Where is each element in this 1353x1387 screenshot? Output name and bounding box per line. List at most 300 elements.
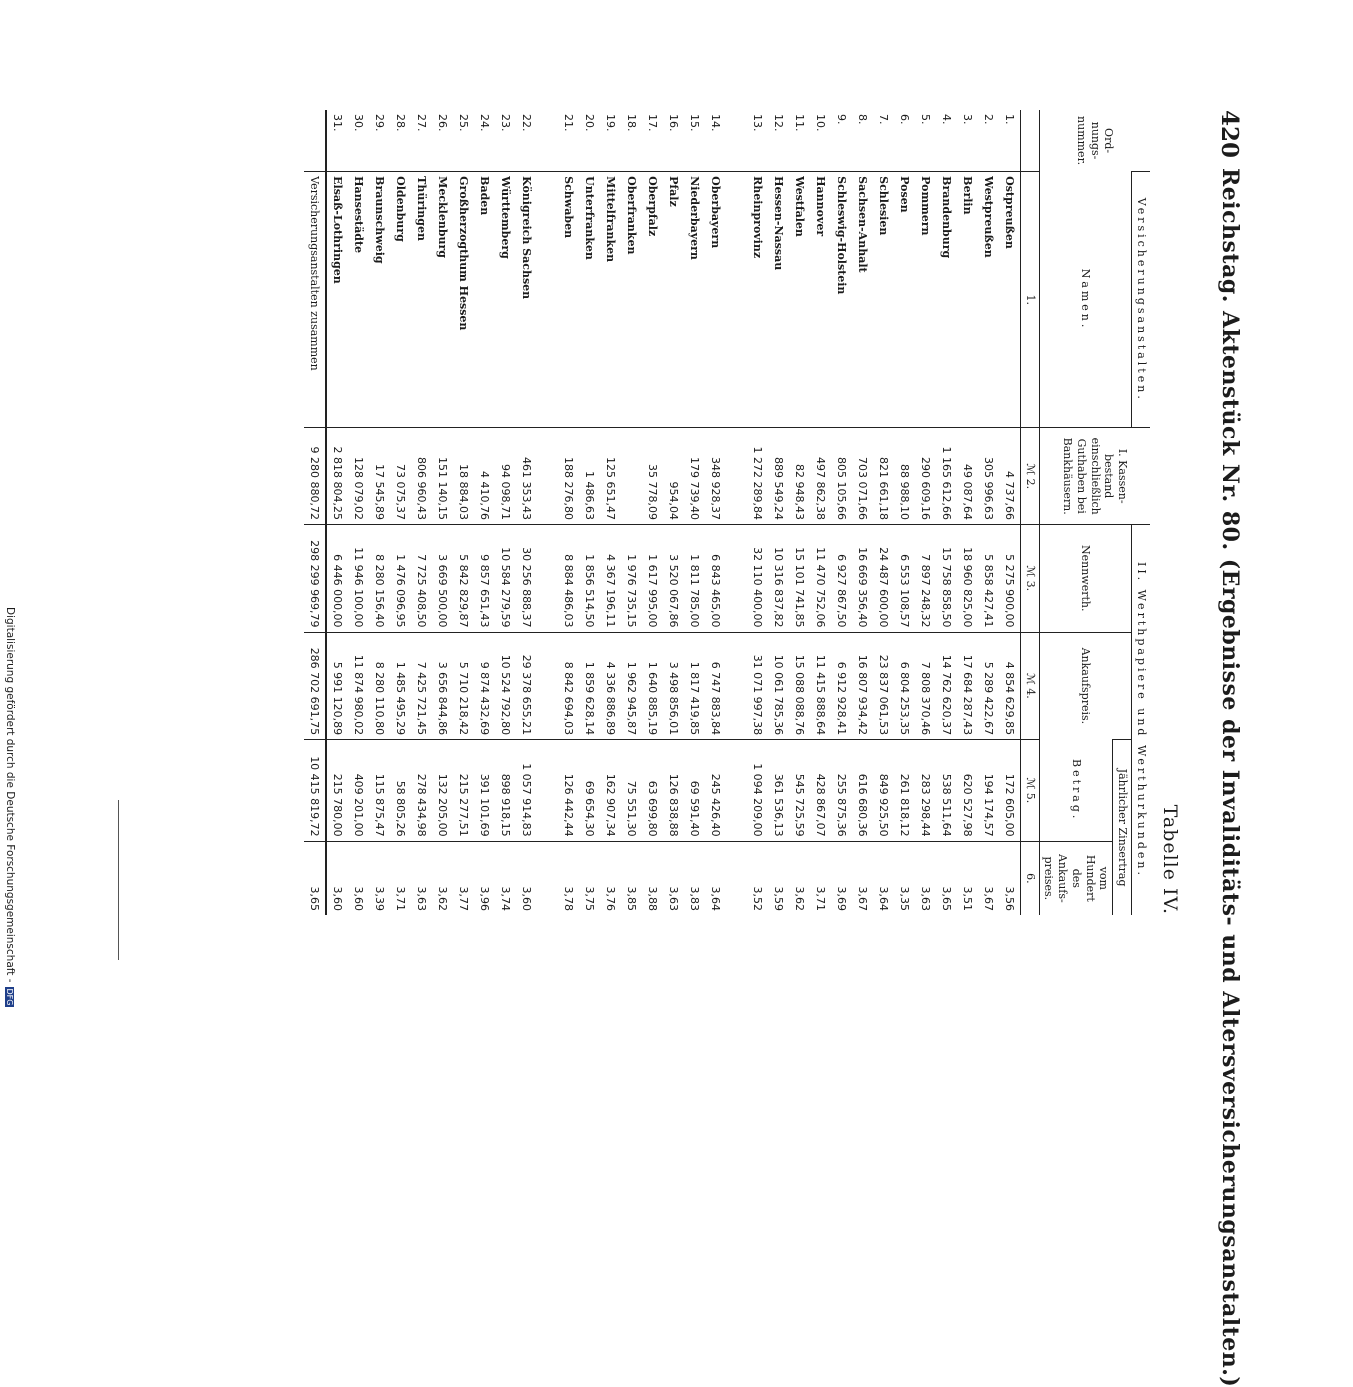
row-betrag: 69 591,40	[684, 740, 705, 842]
row-name: Posen	[894, 172, 915, 428]
header-kassenbestand: I. Kassen-bestand einschließlich Guthaben bei Bankhäusern.	[1039, 428, 1150, 525]
row-betrag: 115 875,47	[369, 740, 390, 842]
row-name: Hannover	[810, 172, 831, 428]
table-row	[810, 110, 831, 915]
header-versicherungsanstalten: Versicherungsanstalten.	[1132, 172, 1150, 428]
table-row	[831, 110, 852, 915]
table-row	[600, 110, 621, 915]
row-name: Baden	[474, 172, 495, 428]
row-pct: 3,71	[390, 841, 411, 915]
dfg-logo: DFG	[5, 988, 14, 1006]
row-betrag: 283 298,44	[915, 740, 936, 842]
gap-cell	[537, 740, 558, 842]
row-pct: 3,76	[600, 841, 621, 915]
row-kasse: 954,04	[663, 428, 684, 525]
table-row	[348, 110, 369, 915]
row-number: 15.	[688, 114, 701, 132]
unit-mark: ℳ	[1023, 463, 1037, 476]
row-pct: 3,60	[326, 841, 348, 915]
row-nenn: 18 960 825,00	[957, 524, 978, 632]
table-row	[390, 110, 411, 915]
row-ankauf: 5 710 218,42	[453, 632, 474, 740]
row-name: Oberfranken	[621, 172, 642, 428]
row-betrag: 1 057 914,83	[516, 740, 537, 842]
table-row	[642, 110, 663, 915]
row-ankauf: 5 289 422,67	[978, 632, 999, 740]
row-nenn: 15 101 741,85	[789, 524, 810, 632]
table-row	[978, 110, 999, 915]
gap-cell	[726, 740, 747, 842]
row-ankauf: 16 807 934,42	[852, 632, 873, 740]
row-betrag: 545 725,59	[789, 740, 810, 842]
row-nenn: 16 669 356,40	[852, 524, 873, 632]
row-kasse: 4 410,76	[474, 428, 495, 525]
row-number: 26.	[436, 114, 449, 132]
table-row	[873, 110, 894, 915]
row-nenn: 10 316 837,82	[768, 524, 789, 632]
row-pct: 3,78	[558, 841, 579, 915]
row-name: Hessen-Nassau	[768, 172, 789, 428]
row-pct: 3,74	[495, 841, 516, 915]
row-kasse: 125 651,47	[600, 428, 621, 525]
row-betrag: 215 780,00	[326, 740, 348, 842]
row-pct: 3,56	[999, 841, 1021, 915]
colnum-6: 6.	[1021, 841, 1040, 915]
row-ankauf: 6 804 253,35	[894, 632, 915, 740]
gap-cell	[537, 428, 558, 525]
row-pct: 3,67	[978, 841, 999, 915]
header-namen: Namen.	[1039, 172, 1132, 428]
row-pct: 3,83	[684, 841, 705, 915]
row-pct: 3,59	[768, 841, 789, 915]
row-name: Westpreußen	[978, 172, 999, 428]
colnum-4-label: 4.	[1023, 688, 1037, 699]
row-kasse: 821 661,18	[873, 428, 894, 525]
row-kasse: 290 609,16	[915, 428, 936, 525]
row-kasse: 88 988,10	[894, 428, 915, 525]
table-row	[957, 110, 978, 915]
row-number: 6.	[898, 114, 911, 125]
colnum-2	[1021, 428, 1040, 525]
row-nenn: 1 976 735,15	[621, 524, 642, 632]
row-kasse: 2 818 804,25	[326, 428, 348, 525]
row-number: 22.	[520, 114, 533, 132]
row-betrag: 162 907,34	[600, 740, 621, 842]
row-name: Schwaben	[558, 172, 579, 428]
table-label: Tabelle IV.	[1159, 804, 1181, 915]
header-ordnungsnummer: Ord-nungs-nummer.	[1039, 110, 1150, 172]
row-pct: 3,63	[915, 841, 936, 915]
row-number: 4.	[940, 114, 953, 125]
colnum-1: 1.	[1021, 172, 1040, 428]
colnum-5	[1021, 740, 1040, 842]
colnum-4	[1021, 632, 1040, 740]
total-kasse: 9 280 880,72	[304, 428, 326, 525]
total-ord	[304, 110, 326, 172]
row-kasse: 461 353,43	[516, 428, 537, 525]
row-number: 30.	[352, 114, 365, 132]
row-kasse: 889 549,24	[768, 428, 789, 525]
row-nenn: 32 110 400,00	[747, 524, 768, 632]
gap-cell	[537, 172, 558, 428]
row-name: Schlesien	[873, 172, 894, 428]
row-pct: 3,35	[894, 841, 915, 915]
row-number: 2.	[982, 114, 995, 125]
row-ankauf: 3 498 856,01	[663, 632, 684, 740]
row-number: 1.	[1003, 114, 1016, 125]
row-betrag: 428 867,07	[810, 740, 831, 842]
row-betrag: 538 511,64	[936, 740, 957, 842]
row-nenn: 5 842 829,87	[453, 524, 474, 632]
row-betrag: 278 434,98	[411, 740, 432, 842]
row-ankauf: 7 425 721,45	[411, 632, 432, 740]
row-pct: 3,63	[663, 841, 684, 915]
row-ankauf: 23 837 061,53	[873, 632, 894, 740]
row-ankauf: 1 817 419,85	[684, 632, 705, 740]
gap-cell	[726, 110, 747, 172]
total-nenn: 298 299 969,79	[304, 524, 326, 632]
table-row	[684, 110, 705, 915]
row-kasse: 4 737,66	[999, 428, 1021, 525]
row-ankauf: 6 747 883,84	[705, 632, 726, 740]
row-nenn: 6 553 108,57	[894, 524, 915, 632]
row-name: Ostpreußen	[999, 172, 1021, 428]
row-betrag: 409 201,00	[348, 740, 369, 842]
unit-mark: ℳ	[1023, 565, 1037, 578]
row-betrag: 255 875,36	[831, 740, 852, 842]
row-name: Niederbayern	[684, 172, 705, 428]
row-pct: 3,63	[411, 841, 432, 915]
row-betrag: 172 605,00	[999, 740, 1021, 842]
row-pct: 3,39	[369, 841, 390, 915]
row-betrag: 849 925,50	[873, 740, 894, 842]
rotated-page	[185, 110, 1245, 1387]
row-betrag: 132 205,00	[432, 740, 453, 842]
table-row	[915, 110, 936, 915]
row-number: 14.	[709, 114, 722, 132]
row-number: 29.	[373, 114, 386, 132]
row-ankauf: 11 415 888,64	[810, 632, 831, 740]
row-betrag: 1 094 209,00	[747, 740, 768, 842]
colnum-5-label: 5.	[1023, 792, 1037, 804]
row-ankauf: 31 071 997,38	[747, 632, 768, 740]
row-nenn: 8 884 486,03	[558, 524, 579, 632]
row-kasse: 806 960,43	[411, 428, 432, 525]
table-row	[495, 110, 516, 915]
row-kasse: 49 087,64	[957, 428, 978, 525]
row-number: 17.	[646, 114, 659, 132]
page-header	[1211, 110, 1245, 1387]
table-row	[747, 110, 768, 915]
row-nenn: 3 520 067,86	[663, 524, 684, 632]
gap-cell	[537, 110, 558, 172]
row-number: 3.	[961, 114, 974, 125]
table-row	[705, 110, 726, 915]
row-number: 28.	[394, 114, 407, 132]
row-pct: 3,51	[957, 841, 978, 915]
gap-cell	[726, 524, 747, 632]
colnum-2-label: 2.	[1023, 478, 1037, 490]
row-nenn: 1 476 096,95	[390, 524, 411, 632]
row-kasse: 151 140,15	[432, 428, 453, 525]
row-pct: 3,67	[852, 841, 873, 915]
colnum-3	[1021, 524, 1040, 632]
row-name: Mittelfranken	[600, 172, 621, 428]
digitization-credit	[0, 607, 16, 1006]
row-betrag: 126 442,44	[558, 740, 579, 842]
table-row	[516, 110, 537, 915]
row-betrag: 616 680,36	[852, 740, 873, 842]
row-ankauf: 5 991 120,89	[326, 632, 348, 740]
row-betrag: 58 805,26	[390, 740, 411, 842]
row-ankauf: 4 854 629,85	[999, 632, 1021, 740]
row-name: Westfalen	[789, 172, 810, 428]
row-ankauf: 17 684 287,43	[957, 632, 978, 740]
row-ankauf: 14 762 620,37	[936, 632, 957, 740]
row-nenn: 10 584 279,59	[495, 524, 516, 632]
row-betrag: 391 101,69	[474, 740, 495, 842]
table-row	[474, 110, 495, 915]
row-number: 11.	[793, 114, 806, 132]
row-nenn: 7 725 408,50	[411, 524, 432, 632]
row-ankauf: 29 378 655,21	[516, 632, 537, 740]
row-kasse: 305 996,63	[978, 428, 999, 525]
row-pct: 3,60	[516, 841, 537, 915]
row-kasse: 17 545,89	[369, 428, 390, 525]
row-pct: 3,96	[474, 841, 495, 915]
gap-cell	[726, 428, 747, 525]
row-nenn: 4 367 196,11	[600, 524, 621, 632]
table-row	[453, 110, 474, 915]
row-pct: 3,88	[642, 841, 663, 915]
row-ankauf: 7 808 370,46	[915, 632, 936, 740]
insurance-table	[304, 110, 1150, 915]
row-ankauf: 10 524 792,80	[495, 632, 516, 740]
row-name: Großherzogthum Hessen	[453, 172, 474, 428]
row-nenn: 1 617 995,00	[642, 524, 663, 632]
table-row	[579, 110, 600, 915]
row-betrag: 898 918,15	[495, 740, 516, 842]
row-ankauf: 1 485 495,29	[390, 632, 411, 740]
row-nenn: 7 897 248,32	[915, 524, 936, 632]
row-name: Elsaß-Lothringen	[326, 172, 348, 428]
row-betrag: 69 654,30	[579, 740, 600, 842]
table-row	[852, 110, 873, 915]
row-kasse	[621, 428, 642, 525]
row-nenn: 3 669 500,00	[432, 524, 453, 632]
row-ankauf: 15 088 088,76	[789, 632, 810, 740]
row-ankauf: 1 962 945,87	[621, 632, 642, 740]
row-kasse: 73 075,37	[390, 428, 411, 525]
row-ankauf: 4 336 886,89	[600, 632, 621, 740]
row-name: Rheinprovinz	[747, 172, 768, 428]
row-number: 10.	[814, 114, 827, 132]
row-number: 31.	[331, 114, 344, 132]
row-ankauf: 6 912 928,41	[831, 632, 852, 740]
table-body	[326, 110, 1021, 915]
table-row	[326, 110, 348, 915]
row-name: Unterfranken	[579, 172, 600, 428]
row-name: Mecklenburg	[432, 172, 453, 428]
credit-text: Digitalisierung gefördert durch die Deutsche Forschungsgemeinschaft -	[4, 607, 16, 983]
row-number: 12.	[772, 114, 785, 132]
row-kasse: 1 272 289,84	[747, 428, 768, 525]
gap-cell	[537, 524, 558, 632]
row-ankauf: 11 874 980,02	[348, 632, 369, 740]
table-row	[936, 110, 957, 915]
row-number: 25.	[457, 114, 470, 132]
row-nenn: 15 758 858,50	[936, 524, 957, 632]
header-betrag: Betrag.	[1039, 740, 1113, 842]
table-row	[432, 110, 453, 915]
table-row	[999, 110, 1021, 915]
row-betrag: 75 551,30	[621, 740, 642, 842]
group-separator	[537, 110, 558, 915]
row-ankauf: 1 640 885,19	[642, 632, 663, 740]
row-name: Brandenburg	[936, 172, 957, 428]
row-number: 8.	[856, 114, 869, 125]
row-pct: 3,71	[810, 841, 831, 915]
row-pct: 3,62	[789, 841, 810, 915]
row-name: Thüringen	[411, 172, 432, 428]
gap-cell	[537, 841, 558, 915]
row-number: 23.	[499, 114, 512, 132]
row-kasse: 179 739,40	[684, 428, 705, 525]
row-kasse: 35 778,09	[642, 428, 663, 525]
row-ankauf: 8 280 110,80	[369, 632, 390, 740]
unit-mark: ℳ	[1023, 777, 1037, 790]
row-betrag: 63 699,80	[642, 740, 663, 842]
row-kasse: 1 486,63	[579, 428, 600, 525]
row-nenn: 5 275 900,00	[999, 524, 1021, 632]
row-name: Württemberg	[495, 172, 516, 428]
table-row	[558, 110, 579, 915]
table-row	[411, 110, 432, 915]
row-betrag: 620 527,98	[957, 740, 978, 842]
row-number: 9.	[835, 114, 848, 125]
row-pct: 3,64	[873, 841, 894, 915]
row-pct: 3,75	[579, 841, 600, 915]
gap-cell	[726, 172, 747, 428]
page-title: Reichstag. Aktenstück Nr. 80. (Ergebnisse der Invaliditäts- und Altersversicherungsanstalten.)	[1217, 168, 1243, 1387]
table-row	[663, 110, 684, 915]
row-betrag: 215 277,51	[453, 740, 474, 842]
row-pct: 3,60	[348, 841, 369, 915]
group-separator	[726, 110, 747, 915]
row-kasse: 82 948,43	[789, 428, 810, 525]
row-name: Berlin	[957, 172, 978, 428]
row-kasse: 1 165 612,66	[936, 428, 957, 525]
row-pct: 3,62	[432, 841, 453, 915]
total-row	[304, 110, 326, 915]
row-kasse: 703 071,66	[852, 428, 873, 525]
margin-rule	[118, 800, 119, 960]
row-kasse: 94 098,71	[495, 428, 516, 525]
row-number: 16.	[667, 114, 680, 132]
row-name: Oberpfalz	[642, 172, 663, 428]
row-nenn: 8 280 156,40	[369, 524, 390, 632]
row-pct: 3,85	[621, 841, 642, 915]
colnum-3-label: 3.	[1023, 580, 1037, 592]
row-nenn: 6 927 867,50	[831, 524, 852, 632]
colnum-0	[1021, 110, 1040, 172]
row-ankauf: 3 656 844,86	[432, 632, 453, 740]
unit-mark: ℳ	[1023, 672, 1037, 685]
row-kasse: 128 079,02	[348, 428, 369, 525]
total-label: Versicherungsanstalten zusammen	[304, 172, 326, 428]
row-name: Pfalz	[663, 172, 684, 428]
row-number: 24.	[478, 114, 491, 132]
row-number: 5.	[919, 114, 932, 125]
table-row	[621, 110, 642, 915]
row-nenn: 6 843 465,00	[705, 524, 726, 632]
row-ankauf: 10 061 785,36	[768, 632, 789, 740]
row-kasse: 18 884,03	[453, 428, 474, 525]
row-number: 18.	[625, 114, 638, 132]
row-number: 13.	[751, 114, 764, 132]
table-row	[369, 110, 390, 915]
total-betrag: 10 415 819,72	[304, 740, 326, 842]
row-betrag: 261 818,12	[894, 740, 915, 842]
row-name: Pommern	[915, 172, 936, 428]
row-nenn: 24 487 600,00	[873, 524, 894, 632]
row-ankauf: 8 842 694,03	[558, 632, 579, 740]
row-nenn: 1 811 785,00	[684, 524, 705, 632]
row-name: Braunschweig	[369, 172, 390, 428]
row-pct: 3,64	[705, 841, 726, 915]
row-number: 7.	[877, 114, 890, 125]
row-pct: 3,77	[453, 841, 474, 915]
row-nenn: 9 857 651,43	[474, 524, 495, 632]
row-number: 21.	[562, 114, 575, 132]
row-name: Oberbayern	[705, 172, 726, 428]
total-pct: 3,65	[304, 841, 326, 915]
row-number: 20.	[583, 114, 596, 132]
row-name: Königreich Sachsen	[516, 172, 537, 428]
row-nenn: 11 470 752,06	[810, 524, 831, 632]
row-name: Sachsen-Anhalt	[852, 172, 873, 428]
row-betrag: 361 536,13	[768, 740, 789, 842]
row-name: Hansestädte	[348, 172, 369, 428]
table-row	[894, 110, 915, 915]
row-number: 19.	[604, 114, 617, 132]
row-kasse: 497 862,38	[810, 428, 831, 525]
row-kasse: 188 276,80	[558, 428, 579, 525]
row-ankauf: 1 859 628,14	[579, 632, 600, 740]
gap-cell	[726, 632, 747, 740]
row-nenn: 1 856 514,50	[579, 524, 600, 632]
total-ankauf: 286 702 691,75	[304, 632, 326, 740]
gap-cell	[537, 632, 558, 740]
table-row	[789, 110, 810, 915]
row-betrag: 126 838,88	[663, 740, 684, 842]
row-nenn: 6 446 000,00	[326, 524, 348, 632]
row-name: Oldenburg	[390, 172, 411, 428]
row-betrag: 245 426,40	[705, 740, 726, 842]
row-betrag: 194 174,57	[978, 740, 999, 842]
table-row	[768, 110, 789, 915]
header-nennwerth: Nennwerth.	[1039, 524, 1132, 632]
row-pct: 3,69	[831, 841, 852, 915]
row-nenn: 5 858 427,41	[978, 524, 999, 632]
row-nenn: 11 946 100,00	[348, 524, 369, 632]
row-pct: 3,52	[747, 841, 768, 915]
row-kasse: 348 928,37	[705, 428, 726, 525]
gap-cell	[726, 841, 747, 915]
row-kasse: 805 105,66	[831, 428, 852, 525]
row-pct: 3,65	[936, 841, 957, 915]
page-number: 420	[1216, 110, 1243, 159]
